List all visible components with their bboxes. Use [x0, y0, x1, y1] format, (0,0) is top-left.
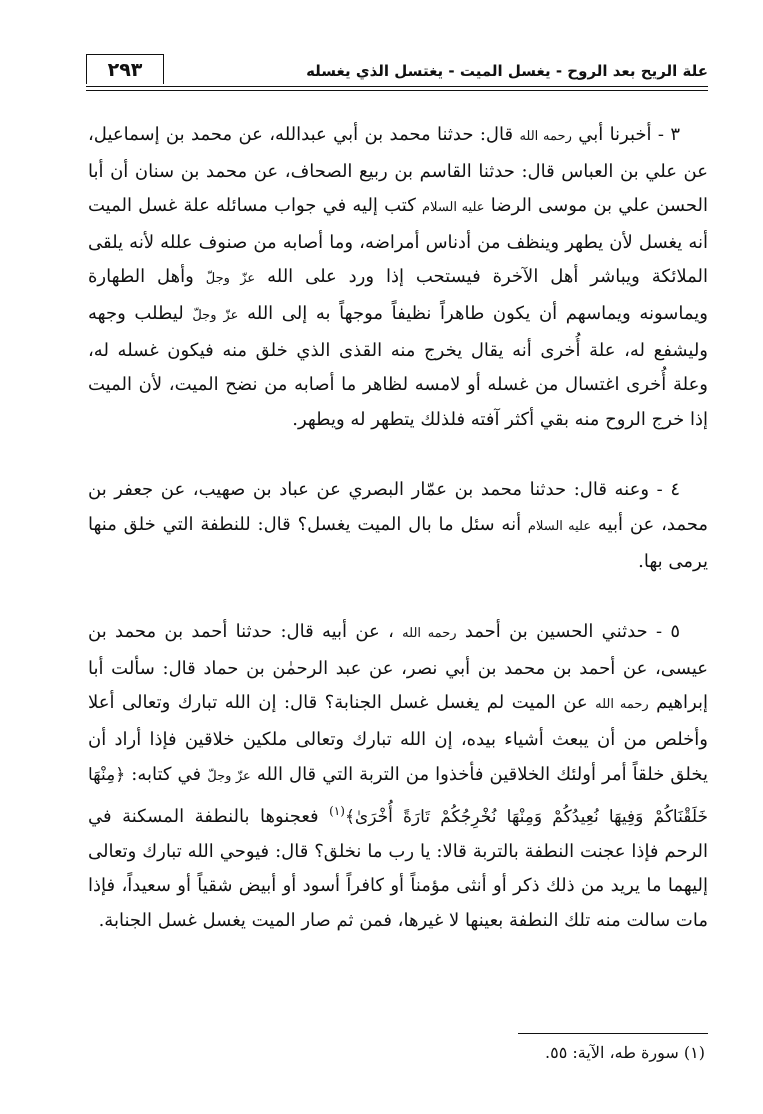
hadith-5-text-2: ، عن أبيه قال: حدثنا أحمد بن محمد بن عيسى، عن أحمد بن محمد بن أبي نصر، عن عبد الرحمٰن بن حماد قال: سألت أبا إبراهيم [88, 621, 708, 714]
hadith-5-text-3: عن الميت لم يغسل غسل الجنابة؟ قال: إن الله تبارك وتعالى أعلا وأخلص من أن يبعث أشياء بيده، إن الله تبارك وتعالى ملكين خلاقين فإذا أراد أن يخلق خلقاً أمر أولئك الخلاقين فأخذوا من التربة التي قال الله [88, 692, 708, 785]
honorific-glyph: رحمه الله [595, 697, 649, 713]
hadith-3-text-4: وأهل الطهارة ويماسونه ويماسهم أن يكون طاهراً نظيفاً موجهاً به إلى الله [88, 266, 708, 324]
paragraph-hadith-4 [88, 473, 708, 579]
paragraph-hadith-3 [88, 118, 708, 437]
running-title: علة الريح بعد الروح - يغسل الميت - يغتسل الذي يغسله [306, 62, 708, 80]
hadith-3-text-3: كتب إليه في جواب مسائله علة غسل الميت أنه يغسل لأن يطهر وينظف من أدناس أمراضه، وما أصابه من صنوف علله لأنه يلقى الملائكة ويباشر أهل الآخرة فيستحب إذا ورد على الله [88, 195, 708, 288]
hadith-3-text-2: قال: حدثنا محمد بن أبي عبدالله، عن محمد بن إسماعيل، عن علي بن العباس قال: حدثنا القاسم بن ربيع الصحاف، عن محمد بن سنان أن أبا الحسن علي بن موسى الرضا [88, 124, 708, 217]
quran-verse: ﴿مِنْهَا خَلَقْنَاكُمْ وَفِيهَا نُعِيدُكُمْ وَمِنْهَا نُخْرِجُكُمْ تَارَةً أُخْرَىٰ﴾ [88, 764, 708, 828]
footnote-separator [518, 1033, 708, 1034]
hadith-3-text-5: ليطلب وجهه وليشفع له، علة أُخرى أنه يقال يخرج منه القذى الذي خلق منه فيكون غسله له، وعلة أُخرى اغتسال من غسله أو لامسه لظاهر ما أصابه من نضح الميت، لأن الميت إذا خرج الروح منه بقي أكثر آفته فلذلك يتطهر له ويطهر. [88, 302, 708, 430]
hadith-4-text-2: أنه سئل ما بال الميت يغسل؟ قال: للنطفة التي خلق منها يرمى بها. [88, 513, 708, 572]
footnote-reference: (١) [329, 804, 345, 819]
honorific-glyph: عليه السلام [527, 518, 592, 534]
honorific-glyph: رحمه الله [519, 129, 572, 144]
honorific-glyph: رحمه الله [402, 626, 457, 642]
header-rule [86, 86, 708, 91]
honorific-glyph: عليه السلام [422, 200, 485, 216]
page-number: ٢٩٣ [86, 54, 164, 84]
honorific-glyph: عزّ وجلّ [207, 768, 251, 784]
hadith-4-text-1: ٤ - وعنه قال: حدثنا محمد بن عمّار البصري عن عباد بن صهيب، عن جعفر بن محمد، عن أبيه [88, 479, 708, 535]
honorific-glyph: عزّ وجلّ [205, 271, 256, 287]
footnote: (١) سورة طه، الآية: ٥٥. [545, 1043, 705, 1062]
paragraph-hadith-5 [88, 615, 708, 938]
hadith-5-text-5: فعجنوها بالنطفة المسكنة في الرحم فإذا عجنت النطفة بالتربة قالا: يا رب ما نخلق؟ قال: فيوحي الله تبارك وتعالى إليهما ما يريد من ذلك ذكر أو أنثى مؤمناً أو كافراً أسود أو أبيض شقياً أو سعيداً، فإذا مات سالت منه تلك النطفة بعينها لا غيرها، فمن ثم صار الميت يغسل غسل الجنابة. [88, 806, 708, 931]
body-text [88, 118, 708, 938]
page-header [86, 50, 708, 96]
hadith-5-text-4: في كتابه: [131, 763, 202, 785]
hadith-3-text-1: ٣ - أخبرنا أبي [578, 124, 680, 145]
honorific-glyph: عزّ وجلّ [192, 307, 239, 323]
hadith-5-text-1: ٥ - حدثني الحسين بن أحمد [464, 621, 680, 643]
